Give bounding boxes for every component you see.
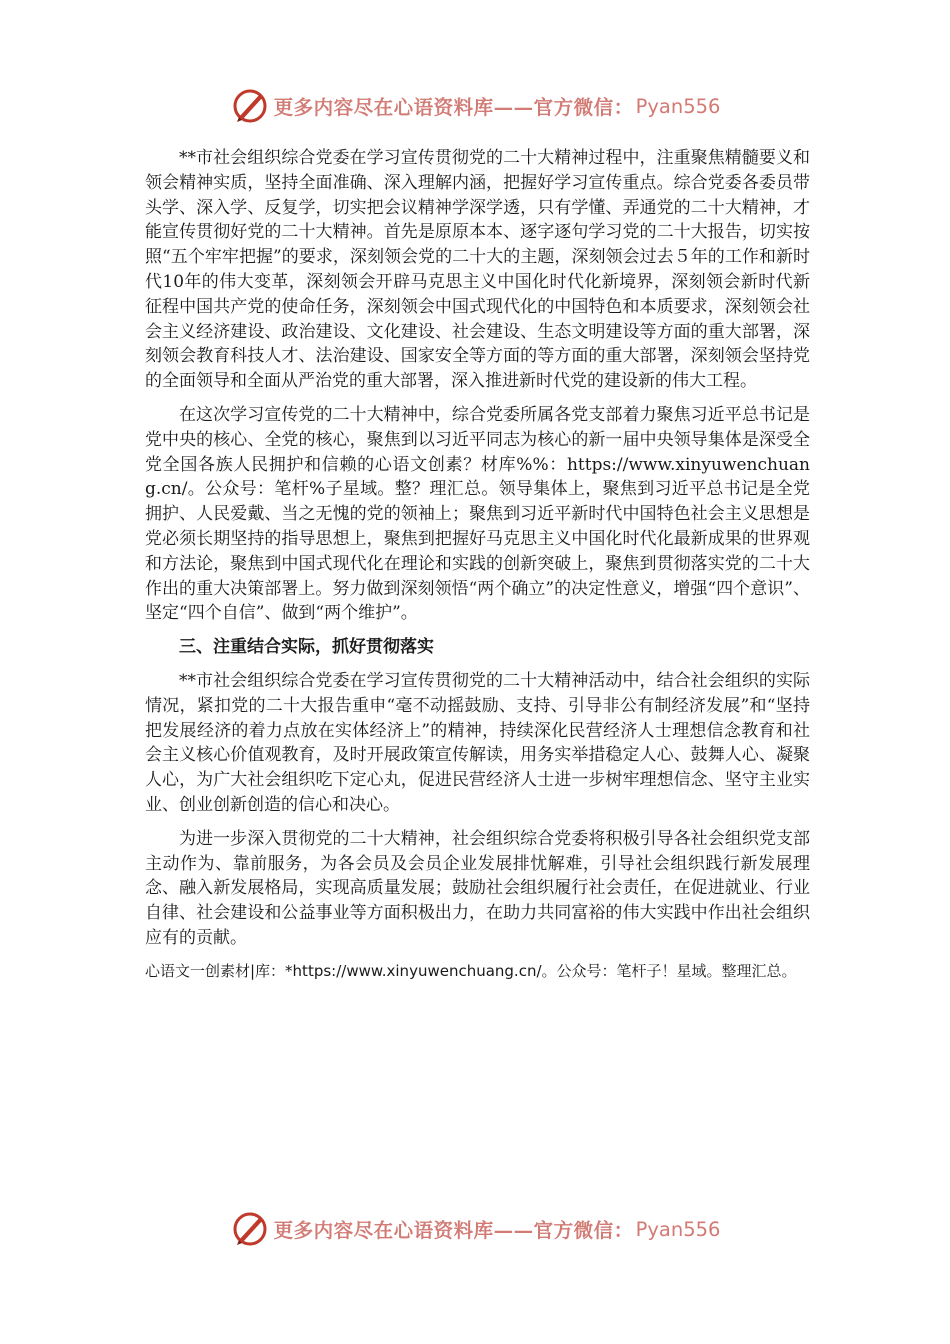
- footer-banner: [0, 1205, 950, 1253]
- banner-text: 更多内容尽在心语资料库——官方微信：: [273, 96, 634, 119]
- pen-logo-icon: [230, 86, 270, 126]
- paragraph-4: 为进一步深入贯彻党的二十大精神，社会组织综合党委将积极引导各社会组织党支部主动作为、靠前服务，为各会员及会员企业发展排忧解难，引导社会组织践行新发展理念、融入新发展格局，实现高质量发展；鼓励社会组织履行社会责任，在促进就业、行业自律、社会建设和公益事业等方面积极出力，在助力共同富裕的伟大实践中作出社会组织应有的贡献。: [145, 828, 810, 948]
- section-heading: 三、注重结合实际，抓好贯彻落实: [179, 637, 434, 658]
- banner-text: 更多内容尽在心语资料库——官方微信：: [273, 1219, 634, 1242]
- banner-wechat-id: Pyan556: [635, 94, 721, 118]
- header-banner: [0, 82, 950, 130]
- banner-wechat-id: Pyan556: [635, 1217, 721, 1241]
- paragraph-3: **市社会组织综合党委在学习宣传贯彻党的二十大精神活动中，结合社会组织的实际情况，紧扣党的二十大报告重申“毫不动摇鼓励、支持、引导非公有制经济发展”和“坚持把发展经济的着力点放在实体经济上”的精神，持续深化民营经济人士理想信念教育和社会主义核心价值观教育，及时开展政策宣传解读，用务实举措稳定人心、鼓舞人心、凝聚人心，为广大社会组织吃下定心丸，促进民营经济人士进一步树牢理想信念、坚守主业实业、创业创新创造的信心和决心。: [145, 670, 810, 815]
- paragraph-2: 在这次学习宣传党的二十大精神中，综合党委所属各党支部着力聚焦习近平总书记是党中央的核心、全党的核心，聚焦到以习近平同志为核心的新一届中央领导集体是深受全党全国各族人民拥护和信赖的心语文创素？材库%%：https://www.xinyuwenchuang.cn/。公众号：笔杆%子星域。整？理汇总。领导集体上，聚焦到习近平总书记是全党拥护、人民爱戴、当之无愧的党的领袖上；聚焦到习近平新时代中国特色社会主义思想是党必须长期坚持的指导思想上，聚焦到把握好马克思主义中国化时代化最新成果的世界观和方法论，聚焦到中国式现代化在理论和实践的创新突破上，聚焦到贯彻落实党的二十大作出的重大决策部署上。努力做到深刻领悟“两个确立”的决定性意义，增强“四个意识”、坚定“四个自信”、做到“两个维护”。: [145, 404, 810, 624]
- paragraph-1: **市社会组织综合党委在学习宣传贯彻党的二十大精神过程中，注重聚焦精髓要义和领会精神实质，坚持全面准确、深入理解内涵，把握好学习宣传重点。综合党委各委员带头学、深入学、反复学，切实把会议精神学深学透，只有学懂、弄通党的二十大精神，才能宣传贯彻好党的二十大精神。首先是原原本本、逐字逐句学习党的二十大报告，切实按照“五个牢牢把握”的要求，深刻领会党的二十大的主题，深刻领会过去５年的工作和新时代10年的伟大变革，深刻领会开辟马克思主义中国化时代化新境界，深刻领会新时代新征程中国共产党的使命任务，深刻领会中国式现代化的中国特色和本质要求，深刻领会社会主义经济建设、政治建设、文化建设、社会建设、生态文明建设等方面的重大部署，深刻领会教育科技人才、法治建设、国家安全等方面的等方面的重大部署，深刻领会坚持党的全面领导和全面从严治党的重大部署，深入推进新时代党的建设新的伟大工程。: [145, 148, 810, 392]
- pen-logo-icon: [230, 1209, 270, 1249]
- document-body: [145, 146, 810, 982]
- source-note: 心语文一创素材|库：*https://www.xinyuwenchuang.cn/。公众号：笔杆子！星域。整理汇总。: [145, 961, 797, 980]
